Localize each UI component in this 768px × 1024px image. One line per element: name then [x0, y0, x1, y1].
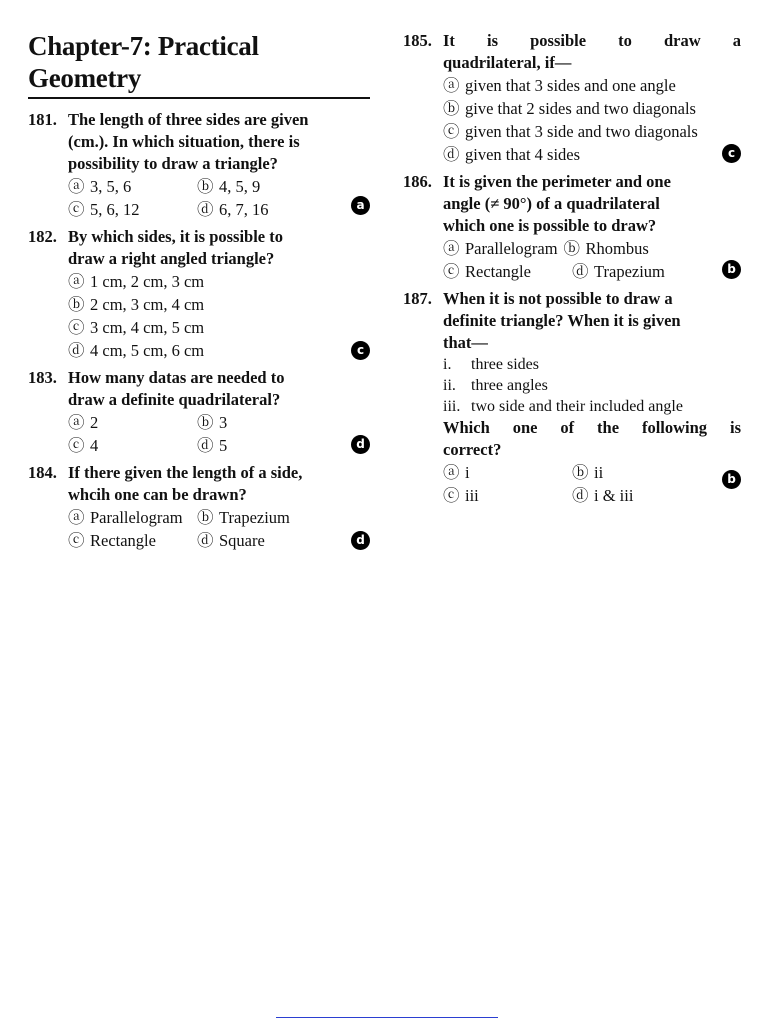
- option-text: 5: [219, 436, 228, 455]
- question-prompt: [443, 417, 741, 461]
- question-182: [28, 226, 370, 362]
- question-number: 184.: [28, 463, 57, 482]
- question-line: which one is possible to draw?: [443, 216, 657, 235]
- option-text: 4 cm, 5 cm, 6 cm: [90, 341, 205, 360]
- option-text: Square: [219, 531, 265, 550]
- statement-item: [443, 354, 741, 375]
- question-text: [443, 30, 741, 74]
- question-text: [68, 462, 370, 506]
- statement-item: [443, 375, 741, 396]
- option-letter: ⓐ: [68, 177, 85, 196]
- option-text: 3: [219, 413, 228, 432]
- option-c[interactable]: [68, 529, 197, 552]
- options: [443, 74, 741, 166]
- option-text: 3, 5, 6: [90, 177, 132, 196]
- option-text: 3 cm, 4 cm, 5 cm: [90, 318, 205, 337]
- option-letter: ⓑ: [443, 99, 460, 118]
- option-letter: ⓒ: [68, 200, 85, 219]
- answer-badge: c: [351, 341, 370, 360]
- option-d[interactable]: [443, 143, 741, 166]
- option-letter: ⓐ: [443, 463, 460, 482]
- option-text: given that 3 sides and one angle: [465, 76, 676, 95]
- question-line: angle (≠ 90°) of a quadrilateral: [443, 194, 660, 213]
- chapter-title: Chapter-7: Practical Geometry: [28, 30, 370, 99]
- option-letter: ⓒ: [68, 318, 85, 337]
- question-line: By which sides, it is possible to: [68, 227, 283, 246]
- answer-badge: d: [351, 531, 370, 550]
- question-187: [403, 288, 741, 507]
- option-text: Parallelogram: [90, 508, 183, 527]
- option-letter: ⓒ: [443, 486, 460, 505]
- question-line: quadrilateral, if—: [443, 53, 572, 72]
- option-letter: ⓓ: [68, 341, 85, 360]
- question-line: that—: [443, 333, 488, 352]
- question-line: It is possible to draw a: [443, 31, 741, 50]
- question-line: definite triangle? When it is given: [443, 311, 681, 330]
- option-letter: ⓓ: [572, 486, 589, 505]
- option-text: 1 cm, 2 cm, 3 cm: [90, 272, 205, 291]
- option-a[interactable]: [443, 461, 572, 484]
- answer-badge: c: [722, 144, 741, 163]
- option-letter: ⓑ: [197, 177, 214, 196]
- option-letter: ⓑ: [572, 463, 589, 482]
- option-d[interactable]: [197, 434, 326, 457]
- option-a[interactable]: [68, 175, 197, 198]
- option-d[interactable]: [572, 484, 701, 507]
- question-line: It is given the perimeter and one: [443, 172, 671, 191]
- option-letter: ⓓ: [197, 436, 214, 455]
- statement-item: [443, 396, 741, 417]
- option-b[interactable]: [572, 461, 701, 484]
- option-d[interactable]: [572, 260, 701, 283]
- answer-badge: b: [722, 470, 741, 489]
- answer-badge: b: [722, 260, 741, 279]
- option-text: Parallelogram: [465, 239, 558, 258]
- question-text: [443, 171, 741, 237]
- option-letter: ⓐ: [443, 76, 460, 95]
- question-text: [68, 109, 370, 175]
- options: [68, 270, 370, 362]
- option-letter: ⓓ: [197, 200, 214, 219]
- question-line: When it is not possible to draw a: [443, 289, 673, 308]
- question-186: [403, 171, 741, 283]
- option-letter: ⓐ: [68, 272, 85, 291]
- question-line: Which one of the following is: [443, 418, 741, 437]
- option-a[interactable]: [68, 506, 197, 529]
- option-d[interactable]: [197, 529, 326, 552]
- statement-number: iii.: [443, 398, 461, 415]
- option-letter: ⓒ: [68, 436, 85, 455]
- option-text: ii: [594, 463, 604, 482]
- option-a[interactable]: [443, 237, 558, 260]
- options: [443, 237, 741, 283]
- question-number: 182.: [28, 227, 57, 246]
- option-c[interactable]: [443, 260, 572, 283]
- option-text: 4: [90, 436, 99, 455]
- option-text: i: [465, 463, 470, 482]
- option-letter: ⓓ: [197, 531, 214, 550]
- option-text: given that 4 sides: [465, 145, 581, 164]
- option-letter: ⓒ: [443, 122, 460, 141]
- option-text: 4, 5, 9: [219, 177, 261, 196]
- question-184: [28, 462, 370, 552]
- option-c[interactable]: [443, 484, 572, 507]
- option-d[interactable]: [197, 198, 326, 221]
- option-letter: ⓓ: [572, 262, 589, 281]
- option-text: 6, 7, 16: [219, 200, 269, 219]
- question-text: [68, 367, 370, 411]
- question-181: [28, 109, 370, 221]
- statement-number: i.: [443, 356, 452, 373]
- option-text: given that 3 side and two diagonals: [465, 122, 698, 141]
- question-text: [68, 226, 370, 270]
- option-letter: ⓐ: [68, 413, 85, 432]
- option-letter: ⓑ: [197, 508, 214, 527]
- option-text: 2 cm, 3 cm, 4 cm: [90, 295, 205, 314]
- statement-text: two side and their included angle: [471, 398, 683, 415]
- statement-number: ii.: [443, 377, 456, 394]
- option-c[interactable]: [68, 434, 197, 457]
- option-text: Trapezium: [219, 508, 290, 527]
- option-a[interactable]: [68, 270, 370, 293]
- option-b[interactable]: [564, 237, 649, 260]
- option-b[interactable]: [197, 506, 326, 529]
- option-b[interactable]: [197, 411, 326, 434]
- options: [443, 461, 741, 507]
- question-line: correct?: [443, 440, 502, 459]
- option-letter: ⓑ: [563, 239, 581, 258]
- option-c[interactable]: [443, 120, 741, 143]
- option-a[interactable]: [68, 411, 197, 434]
- question-line: draw a definite quadrilateral?: [68, 390, 281, 409]
- question-number: 181.: [28, 110, 57, 129]
- options: [68, 175, 370, 221]
- question-line: draw a right angled triangle?: [68, 249, 275, 268]
- statement-list: [443, 354, 741, 417]
- statement-text: three sides: [471, 356, 539, 373]
- option-c[interactable]: [68, 198, 197, 221]
- option-text: Rhombus: [585, 239, 649, 258]
- question-number: 187.: [403, 289, 432, 308]
- option-text: 2: [90, 413, 99, 432]
- question-number: 186.: [403, 172, 432, 191]
- option-a[interactable]: [443, 74, 741, 97]
- option-d[interactable]: [68, 339, 370, 362]
- option-text: Rectangle: [90, 531, 156, 550]
- option-letter: ⓑ: [197, 413, 214, 432]
- question-text: [443, 288, 741, 354]
- right-column: [403, 30, 741, 512]
- option-text: Rectangle: [465, 262, 531, 281]
- option-b[interactable]: [68, 293, 370, 316]
- question-number: 185.: [403, 31, 432, 50]
- question-line: How many datas are needed to: [68, 368, 285, 387]
- option-text: give that 2 sides and two diagonals: [465, 99, 696, 118]
- left-column: [28, 30, 370, 557]
- option-letter: ⓑ: [68, 295, 85, 314]
- statement-text: three angles: [471, 377, 548, 394]
- question-line: (cm.). In which situation, there is: [68, 132, 300, 151]
- question-line: The length of three sides are given: [68, 110, 309, 129]
- footer-link[interactable]: [276, 1005, 498, 1018]
- option-text: i & iii: [594, 486, 634, 505]
- option-letter: ⓒ: [443, 262, 460, 281]
- question-line: possibility to draw a triangle?: [68, 154, 278, 173]
- answer-badge: d: [351, 435, 370, 454]
- option-letter: ⓐ: [443, 239, 460, 258]
- option-letter: ⓓ: [443, 145, 460, 164]
- option-c[interactable]: [68, 316, 370, 339]
- option-letter: ⓒ: [68, 531, 85, 550]
- option-letter: ⓐ: [68, 508, 85, 527]
- options: [68, 506, 370, 552]
- answer-badge: a: [351, 196, 370, 215]
- option-text: Trapezium: [594, 262, 665, 281]
- question-line: If there given the length of a side,: [68, 463, 303, 482]
- option-b[interactable]: [443, 97, 741, 120]
- question-line: whcih one can be drawn?: [68, 485, 247, 504]
- option-b[interactable]: [197, 175, 326, 198]
- options: [68, 411, 370, 457]
- question-183: [28, 367, 370, 457]
- option-text: iii: [465, 486, 479, 505]
- question-185: [403, 30, 741, 166]
- option-text: 5, 6, 12: [90, 200, 140, 219]
- question-number: 183.: [28, 368, 57, 387]
